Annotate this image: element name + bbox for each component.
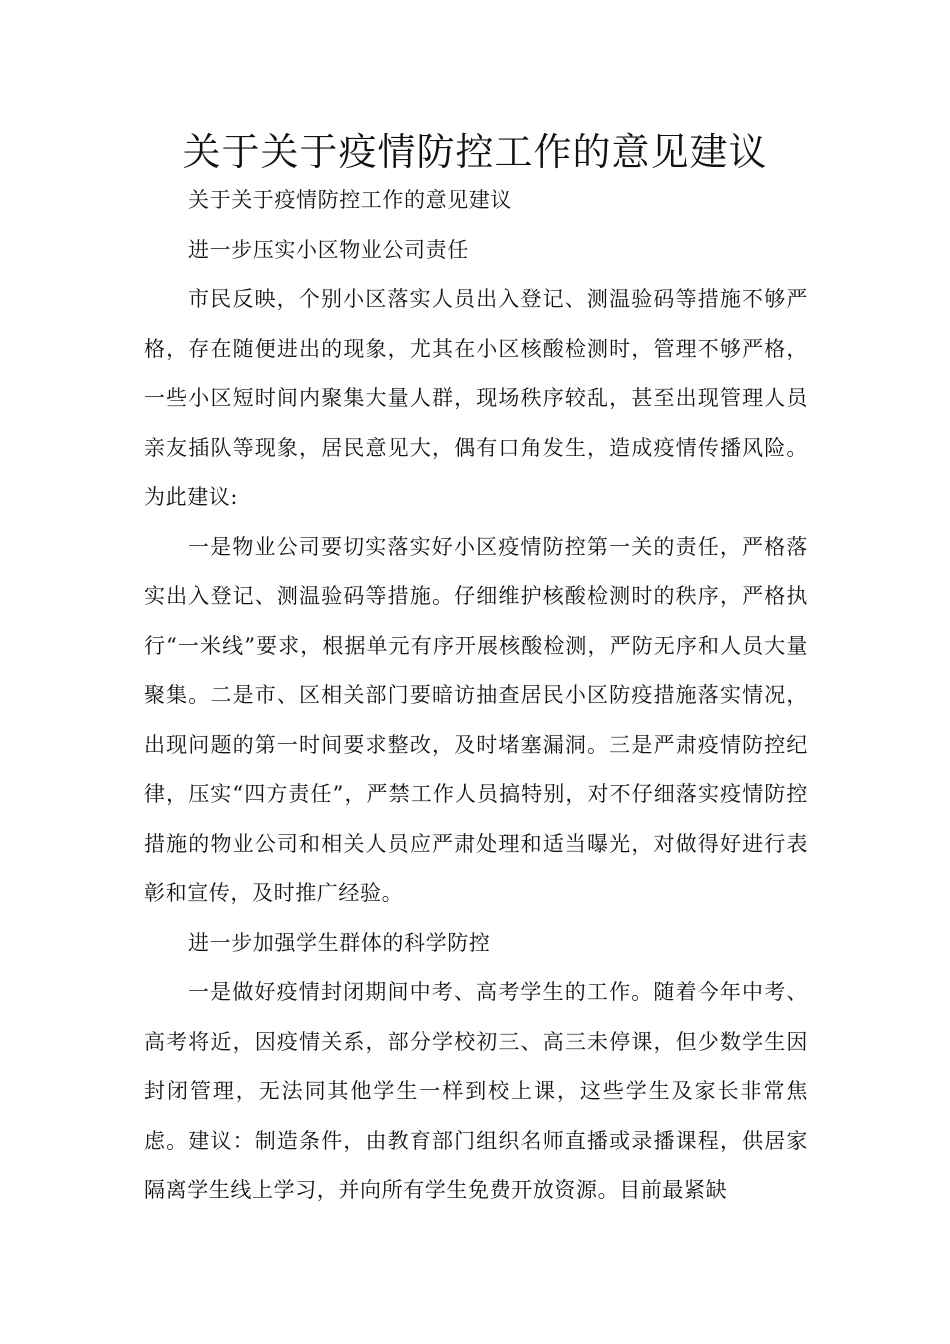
document-body [144,176,808,1216]
document-title: 关于关于疫情防控工作的意见建议 [182,130,768,174]
paragraph-resident-feedback: 市民反映，个别小区落实人员出入登记、测温验码等措施不够严格，存在随便进出的现象，尤其在小区核酸检测时，管理不够严格，一些小区短时间内聚集大量人群，现场秩序较乱，甚至出现管理人员亲友插队等现象，居民意见大，偶有口角发生，造成疫情传播风险。为此建议: [144,287,808,509]
paragraph-exam-students: 一是做好疫情封闭期间中考、高考学生的工作。随着今年中考、高考将近，因疫情关系，部分学校初三、高三未停课，但少数学生因封闭管理，无法同其他学生一样到校上课，这些学生及家长非常焦虑。建议：制造条件，由教育部门组织名师直播或录播课程，供居家隔离学生线上学习，并向所有学生免费开放资源。目前最紧缺 [144,980,808,1202]
paragraph-recommendations: 一是物业公司要切实落实好小区疫情防控第一关的责任，严格落实出入登记、测温验码等措施。仔细维护核酸检测时的秩序，严格执行“一米线”要求，根据单元有序开展核酸检测，严防无序和人员大量聚集。二是市、区相关部门要暗访抽查居民小区防疫措施落实情况，出现问题的第一时间要求整改，及时堵塞漏洞。三是严肃疫情防控纪律，压实“四方责任”，严禁工作人员搞特别，对不仔细落实疫情防控措施的物业公司和相关人员应严肃处理和适当曝光，对做得好进行表彰和宣传，及时推广经验。 [144,534,808,905]
document-subtitle: 关于关于疫情防控工作的意见建议 [188,188,512,212]
section-heading-property-management: 进一步压实小区物业公司责任 [188,237,469,262]
section-heading-student-prevention: 进一步加强学生群体的科学防控 [188,930,491,955]
